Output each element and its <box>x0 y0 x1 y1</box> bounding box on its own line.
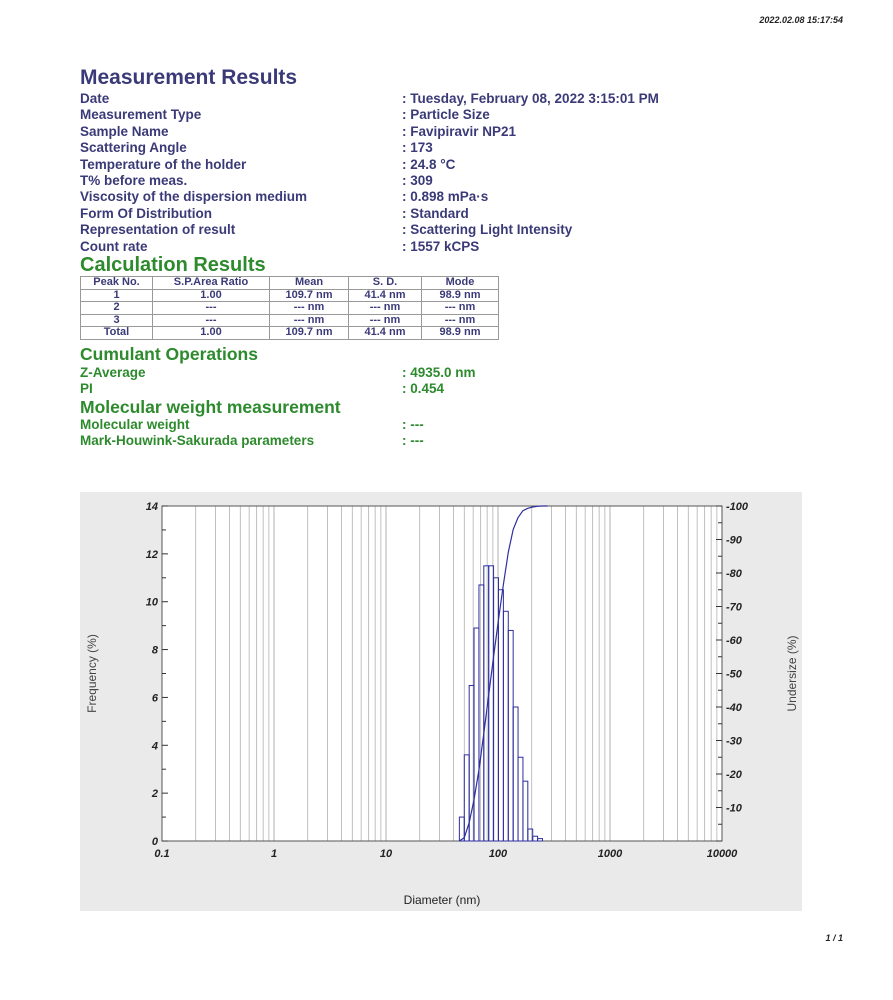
calculation-table-header <box>81 277 499 290</box>
table-row <box>81 302 499 315</box>
table-cell: 2 <box>81 302 153 315</box>
y-tick-label: 14 <box>145 501 158 513</box>
measurement-label: Representation of result <box>80 222 236 238</box>
cumulant-label: Z-Average <box>80 365 146 380</box>
y2-tick-label: -90 <box>726 534 742 547</box>
calculation-results-title: Calculation Results <box>80 254 266 276</box>
molecular-weight-title: Molecular weight measurement <box>80 397 341 417</box>
y2-tick-label: -10 <box>726 802 742 815</box>
table-cell: --- nm <box>270 302 349 315</box>
y2-tick-label: -40 <box>726 702 742 714</box>
table-cell: 98.9 nm <box>422 289 499 302</box>
table-row <box>81 289 499 302</box>
y2-tick-label: -80 <box>726 568 742 580</box>
y-tick-label: 12 <box>145 548 158 561</box>
x-tick-label: 1000 <box>597 848 623 860</box>
table-cell: 109.7 nm <box>270 327 349 340</box>
molecular-label: Mark-Houwink-Sakurada parameters <box>80 433 315 449</box>
table-cell: 1 <box>81 289 153 302</box>
y2-tick-label: -100 <box>726 501 749 513</box>
cumulant-label: PI <box>80 381 93 397</box>
table-cell: --- nm <box>349 314 422 327</box>
x-tick-label: 10000 <box>706 848 738 860</box>
table-cell: --- nm <box>422 302 499 315</box>
y2-tick-label: -50 <box>726 668 742 681</box>
measurement-value: : 173 <box>402 140 433 156</box>
x-tick-label: 1 <box>270 848 278 860</box>
table-cell: 98.9 nm <box>422 327 499 340</box>
y-axis-title: Frequency (%) <box>85 634 99 713</box>
y2-tick-label: -30 <box>726 735 742 748</box>
table-cell: 1.00 <box>153 327 270 340</box>
table-cell: 41.4 nm <box>349 289 422 302</box>
measurement-value: : 24.8 °C <box>402 156 456 172</box>
measurement-value: : Scattering Light Intensity <box>402 222 573 238</box>
table-cell: --- nm <box>270 314 349 327</box>
x-tick-label: 10 <box>379 848 393 860</box>
table-header-cell: Mode <box>422 277 499 290</box>
molecular-label: Molecular weight <box>80 417 190 432</box>
measurement-label: Scattering Angle <box>80 140 187 156</box>
y-tick-label: 6 <box>151 692 158 705</box>
x-tick-label: 0.1 <box>154 848 170 860</box>
measurement-value: : Particle Size <box>402 107 490 123</box>
measurement-label: Form Of Distribution <box>80 205 212 221</box>
table-header-cell: S.P.Area Ratio <box>153 277 270 290</box>
table-row <box>81 327 499 340</box>
cumulant-value: : 4935.0 nm <box>402 365 476 380</box>
cumulant-operations-title: Cumulant Operations <box>80 344 258 364</box>
measurement-results-title: Measurement Results <box>80 66 298 89</box>
print-timestamp: 2022.02.08 15:17:54 <box>759 15 843 25</box>
table-cell: --- nm <box>422 314 499 327</box>
measurement-label: T% before meas. <box>80 172 188 188</box>
measurement-value: : Tuesday, February 08, 2022 3:15:01 PM <box>402 91 659 106</box>
plot-area <box>162 506 722 841</box>
measurement-label: Measurement Type <box>80 107 202 123</box>
table-cell: --- nm <box>349 302 422 315</box>
molecular-value: : --- <box>402 433 424 449</box>
page-number: 1 / 1 <box>825 933 843 943</box>
table-cell: Total <box>81 327 153 340</box>
y-tick-label: 2 <box>151 788 158 801</box>
cumulant-value: : 0.454 <box>402 381 445 397</box>
measurement-value: : Standard <box>402 205 469 221</box>
y2-tick-label: -20 <box>726 769 742 781</box>
table-row <box>81 314 499 327</box>
x-axis-title: Diameter (nm) <box>403 893 481 907</box>
measurement-label: Date <box>80 91 110 106</box>
table-cell: --- <box>153 314 270 327</box>
table-header-cell: Mean <box>270 277 349 290</box>
y-tick-label: 4 <box>151 740 158 753</box>
table-cell: 1.00 <box>153 289 270 302</box>
y2-tick-label: -70 <box>726 601 742 614</box>
y-tick-label: 8 <box>151 644 158 657</box>
y2-tick-label: -60 <box>726 635 742 647</box>
chart-panel <box>80 492 802 911</box>
measurement-label: Count rate <box>80 238 148 254</box>
table-header-cell: Peak No. <box>81 277 153 290</box>
table-header-cell: S. D. <box>349 277 422 290</box>
y2-axis-title: Undersize (%) <box>785 635 799 712</box>
table-cell: 3 <box>81 314 153 327</box>
measurement-label: Viscosity of the dispersion medium <box>80 189 308 205</box>
measurement-label: Sample Name <box>80 123 169 139</box>
measurement-label: Temperature of the holder <box>80 156 247 172</box>
table-cell: 41.4 nm <box>349 327 422 340</box>
table-cell: --- <box>153 302 270 315</box>
molecular-value: : --- <box>402 417 424 432</box>
size-distribution-chart <box>80 492 802 911</box>
measurement-value: : 0.898 mPa·s <box>402 189 489 205</box>
table-cell: 109.7 nm <box>270 289 349 302</box>
y-tick-label: 0 <box>151 836 158 848</box>
measurement-value: : 309 <box>402 172 433 188</box>
y-tick-label: 10 <box>145 596 158 609</box>
calculation-table <box>80 276 499 340</box>
measurement-value: : 1557 kCPS <box>402 238 480 254</box>
measurement-value: : Favipiravir NP21 <box>402 123 517 139</box>
x-tick-label: 100 <box>488 848 508 860</box>
